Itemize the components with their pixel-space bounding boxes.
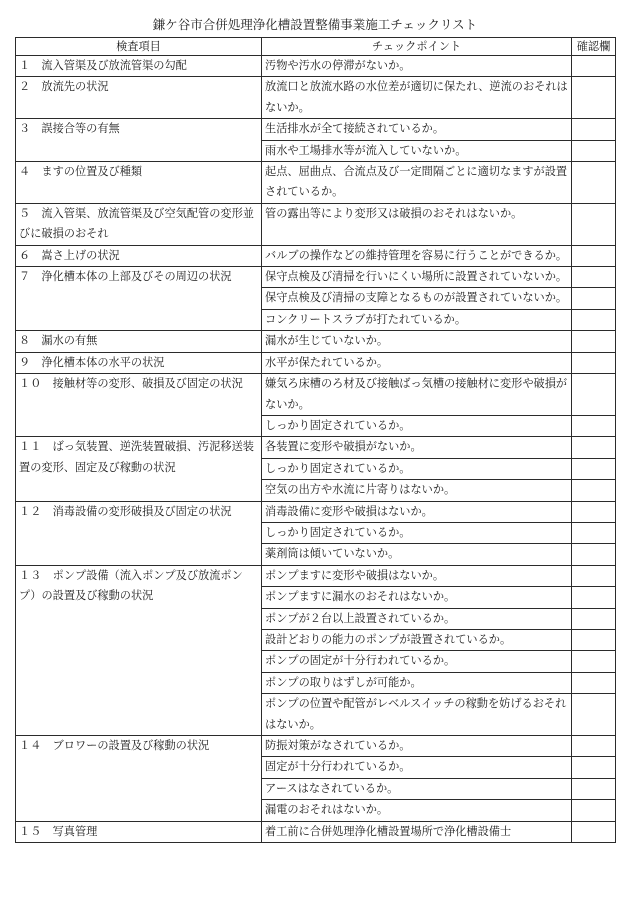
confirm-cell[interactable] [572, 736, 616, 757]
table-row [16, 437, 616, 458]
confirm-cell[interactable] [572, 778, 616, 799]
confirm-cell[interactable] [572, 672, 616, 693]
table-row [16, 821, 616, 842]
check-point: 雨水や工場排水等が流入していないか。 [262, 140, 572, 161]
check-point: しっかり固定されているか。 [262, 458, 572, 479]
checklist-body [16, 56, 616, 843]
table-row [16, 352, 616, 373]
confirm-cell[interactable] [572, 608, 616, 629]
check-point: 嫌気ろ床槽のろ材及び接触ばっ気槽の接触材に変形や破損がないか。 [262, 374, 572, 416]
check-point: 固定が十分行われているか。 [262, 757, 572, 778]
table-row [16, 119, 616, 140]
check-point: 保守点検及び清掃の支障となるものが設置されていないか。 [262, 288, 572, 309]
check-point: 着工前に合併処理浄化槽設置場所で浄化槽設備士 [262, 821, 572, 842]
table-row [16, 374, 616, 416]
inspection-item: ４ ますの位置及び種類 [16, 162, 262, 204]
check-point: 汚物や汚水の停滞がないか。 [262, 56, 572, 77]
header-confirm: 確認欄 [572, 38, 616, 56]
inspection-item: １４ ブロワーの設置及び稼動の状況 [16, 736, 262, 822]
inspection-item: １０ 接触材等の変形、破損及び固定の状況 [16, 374, 262, 437]
table-row [16, 331, 616, 352]
check-point: ポンプの固定が十分行われているか。 [262, 651, 572, 672]
check-point: ポンプの位置や配管がレベルスイッチの稼動を妨げるおそれはないか。 [262, 694, 572, 736]
inspection-item: ２ 放流先の状況 [16, 77, 262, 119]
table-row [16, 565, 616, 586]
check-point: しっかり固定されているか。 [262, 522, 572, 543]
check-point: 薬剤筒は傾いていないか。 [262, 544, 572, 565]
check-point: 防振対策がなされているか。 [262, 736, 572, 757]
confirm-cell[interactable] [572, 800, 616, 821]
confirm-cell[interactable] [572, 501, 616, 522]
check-point: ポンプの取りはずしが可能か。 [262, 672, 572, 693]
check-point: 管の露出等により変形又は破損のおそれはないか。 [262, 203, 572, 245]
inspection-item: ５ 流入管渠、放流管渠及び空気配管の変形並びに破損のおそれ [16, 203, 262, 245]
confirm-cell[interactable] [572, 587, 616, 608]
confirm-cell[interactable] [572, 77, 616, 119]
inspection-item: ６ 嵩さ上げの状況 [16, 245, 262, 266]
check-point: しっかり固定されているか。 [262, 415, 572, 436]
check-point: 水平が保たれているか。 [262, 352, 572, 373]
table-row [16, 501, 616, 522]
inspection-item: １５ 写真管理 [16, 821, 262, 842]
confirm-cell[interactable] [572, 309, 616, 330]
check-point: 保守点検及び清掃を行いにくい場所に設置されていないか。 [262, 267, 572, 288]
check-point: ポンプますに変形や破損はないか。 [262, 565, 572, 586]
check-point: 漏電のおそれはないか。 [262, 800, 572, 821]
confirm-cell[interactable] [572, 288, 616, 309]
confirm-cell[interactable] [572, 245, 616, 266]
confirm-cell[interactable] [572, 437, 616, 458]
check-point: 漏水が生じていないか。 [262, 331, 572, 352]
check-point: 消毒設備に変形や破損はないか。 [262, 501, 572, 522]
inspection-item: ８ 漏水の有無 [16, 331, 262, 352]
confirm-cell[interactable] [572, 458, 616, 479]
header-check: チェックポイント [262, 38, 572, 56]
confirm-cell[interactable] [572, 629, 616, 650]
confirm-cell[interactable] [572, 821, 616, 842]
check-point: アースはなされているか。 [262, 778, 572, 799]
confirm-cell[interactable] [572, 119, 616, 140]
header-item: 検査項目 [16, 38, 262, 56]
page-title: 鎌ケ谷市合併処理浄化槽設置整備事業施工チェックリスト [152, 17, 478, 32]
confirm-cell[interactable] [572, 757, 616, 778]
confirm-cell[interactable] [572, 267, 616, 288]
inspection-item: ９ 浄化槽本体の水平の状況 [16, 352, 262, 373]
inspection-item: １ 流入管渠及び放流管渠の勾配 [16, 56, 262, 77]
inspection-item: １１ ばっ気装置、逆洗装置破損、汚泥移送装置の変形、固定及び稼動の状況 [16, 437, 262, 501]
inspection-item: １３ ポンプ設備（流入ポンプ及び放流ポンプ）の設置及び稼動の状況 [16, 565, 262, 735]
check-point: 放流口と放流水路の水位差が適切に保たれ、逆流のおそれはないか。 [262, 77, 572, 119]
check-point: コンクリートスラブが打たれているか。 [262, 309, 572, 330]
confirm-cell[interactable] [572, 352, 616, 373]
confirm-cell[interactable] [572, 331, 616, 352]
confirm-cell[interactable] [572, 651, 616, 672]
table-row [16, 162, 616, 204]
confirm-cell[interactable] [572, 565, 616, 586]
inspection-item: １２ 消毒設備の変形破損及び固定の状況 [16, 501, 262, 565]
confirm-cell[interactable] [572, 522, 616, 543]
confirm-cell[interactable] [572, 374, 616, 416]
confirm-cell[interactable] [572, 415, 616, 436]
table-row [16, 736, 616, 757]
confirm-cell[interactable] [572, 140, 616, 161]
confirm-cell[interactable] [572, 56, 616, 77]
confirm-cell[interactable] [572, 480, 616, 501]
table-row [16, 77, 616, 119]
check-point: ポンプが２台以上設置されているか。 [262, 608, 572, 629]
inspection-item: ７ 浄化槽本体の上部及びその周辺の状況 [16, 267, 262, 331]
table-row [16, 245, 616, 266]
confirm-cell[interactable] [572, 694, 616, 736]
header-row [16, 38, 616, 56]
check-point: 起点、屈曲点、合流点及び一定間隔ごとに適切なますが設置されているか。 [262, 162, 572, 204]
table-row [16, 267, 616, 288]
check-point: 各装置に変形や破損がないか。 [262, 437, 572, 458]
inspection-item: ３ 誤接合等の有無 [16, 119, 262, 162]
check-point: バルブの操作などの維持管理を容易に行うことができるか。 [262, 245, 572, 266]
confirm-cell[interactable] [572, 162, 616, 204]
confirm-cell[interactable] [572, 544, 616, 565]
check-point: 生活排水が全て接続されているか。 [262, 119, 572, 140]
table-row [16, 203, 616, 245]
table-row [16, 56, 616, 77]
check-point: 空気の出方や水流に片寄りはないか。 [262, 480, 572, 501]
check-point: ポンプますに漏水のおそれはないか。 [262, 587, 572, 608]
checklist-table [15, 37, 616, 843]
check-point: 設計どおりの能力のポンプが設置されているか。 [262, 629, 572, 650]
confirm-cell[interactable] [572, 203, 616, 245]
